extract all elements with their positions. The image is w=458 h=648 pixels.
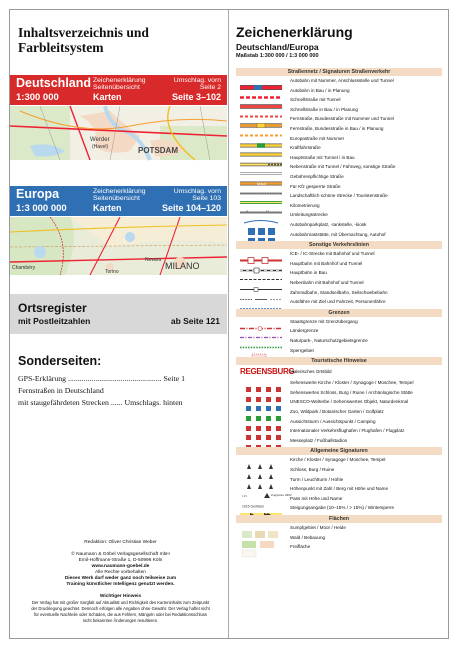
legend-symbol: [240, 174, 282, 187]
legend-symbol: [240, 544, 282, 551]
europa-col2: [93, 188, 146, 202]
legend-row: [236, 221, 442, 230]
legend-row-label: Autobahn in Bau / in Planung: [290, 87, 350, 93]
legend-row: [236, 77, 442, 86]
legend-row-label: Landschaftlich schöne Strecke / Touristenstraße: [290, 193, 388, 199]
deutschland-map-preview: [10, 106, 227, 160]
europa-map-svg: [10, 217, 227, 275]
europa-col3-line1: Umschlag. vorn: [173, 188, 221, 195]
deutschland-scale: 1:300 000: [16, 92, 59, 103]
svg-text:Maut: Maut: [257, 181, 266, 187]
legend-row-label: Autobahn mit Nummer, Anschlussstelle und Tunnel: [290, 78, 394, 83]
legend-subtitle: Deutschland/Europa: [236, 42, 319, 52]
page: [9, 9, 449, 639]
legend-symbol: [240, 319, 282, 326]
sonderseiten-line-stau[interactable]: mit staugefährdeten Strecken ...... Umschlags. hinten: [18, 398, 183, 407]
legend-symbol: [240, 126, 282, 133]
legend-row: [236, 543, 442, 552]
deutschland-col2: [93, 77, 146, 91]
legend-row-label: Zoo, Wildpark / Botanischer Garten / Golfplatz: [290, 409, 384, 414]
svg-text:Zugspitze 2963: Zugspitze 2963: [271, 493, 292, 498]
europa-col3-bottom: Seite 104–120: [161, 203, 221, 213]
legend-row-label: Aussichtsturm / Aussichtspunkt / Camping: [290, 418, 376, 424]
legend-row: [236, 154, 442, 163]
legend-row: [236, 202, 442, 211]
ortsregister-page: ab Seite 121: [170, 316, 220, 326]
legend-row: [236, 504, 442, 513]
toc-title-line1: Inhaltsverzeichnis und: [18, 25, 149, 40]
legend-row: [236, 347, 442, 356]
legend-row: [236, 250, 442, 259]
legend-section-heading: Allgemeine Signaturen: [236, 447, 442, 455]
europa-col3: [174, 188, 221, 202]
legend-symbol: [240, 299, 282, 306]
imprint-publisher: © Naumann & Göbel Verlagsgesellschaft mbH: [71, 552, 170, 557]
legend-row-label: Autofähre mit Ziel und Fahrzeit, Personenfähre: [290, 299, 386, 305]
legend-row: [236, 418, 442, 427]
deutschland-col3-bottom: Seite 3–102: [171, 92, 221, 102]
legend-row: [236, 534, 442, 543]
legend-symbol: [240, 419, 282, 426]
legend-symbol: [240, 212, 282, 219]
legend-row: [236, 135, 442, 144]
legend-row: [236, 476, 442, 485]
legend-row: [236, 456, 442, 465]
legend-symbol: [240, 535, 282, 542]
legend-row: [236, 163, 442, 172]
legend-row: [236, 144, 442, 153]
legend-row-label: Pass mit Höhe und Name: [290, 495, 343, 501]
legend-row-label: Autobahnraststätte, mit Übernachtung, Autohof: [290, 231, 386, 237]
legend-row: [236, 87, 442, 96]
legend-section-heading: Touristische Hinweise: [236, 357, 442, 365]
legend-row-label: Höhenpunkt mit Zahl / Berg mit Höhe und Name: [290, 486, 389, 492]
map1-label-potsdam: POTSDAM: [138, 146, 178, 155]
legend-row: [236, 398, 442, 407]
svg-text:4: 4: [246, 208, 248, 213]
legend-symbol: [240, 457, 282, 464]
legend-row: [236, 208, 442, 220]
legend-row: [236, 289, 442, 298]
europa-map-preview: [10, 217, 227, 275]
imprint-redaktion: Redaktion: Oliver Christian Weber: [84, 540, 157, 545]
legend-row: [236, 379, 442, 388]
legend-symbol: [240, 428, 282, 435]
legend-row-label: Turm / Leuchtturm / Höhle: [290, 476, 344, 482]
legend-row-label: Nebenstraße mit Tunnel / Fahrweg, sonstige Straße: [290, 164, 396, 170]
map1-label-havel: (Havel): [92, 144, 109, 150]
deutschland-col3-line1: Umschlag. vorn: [173, 77, 221, 84]
map2-label-torino: Torino: [105, 269, 119, 275]
legend-symbol: [240, 390, 282, 397]
deutschland-name: Deutschland: [16, 76, 92, 90]
legend-row-label: Staatsgrenze mit Grenzübergang: [290, 318, 358, 324]
europa-col3-line2: Seite 103: [192, 195, 221, 202]
legend-row-label: Für Kfz gesperrte Straße: [290, 183, 341, 189]
legend-symbol: [240, 155, 282, 162]
legend-section-heading: Grenzen: [236, 309, 442, 317]
imprint-notice1: Dieses Werk darf weder ganz noch teilweise zum: [64, 576, 177, 581]
legend-row: [236, 337, 442, 346]
legend-symbol: [240, 270, 282, 277]
map1-label-werder: Werder: [90, 137, 110, 143]
imprint-notice2: Training künstlicher Intelligenz genutzt werden.: [66, 582, 175, 587]
toc-title-line2: Farbleitsystem: [18, 40, 104, 55]
legend-row-label: Kraftfahrstraße: [290, 145, 321, 151]
legend-row-label: Sehenswerte Kirche / Kloster / Synagoge / Moschee, Tempel: [290, 380, 414, 386]
legend-row-label: Sehenswertes Schloss, Burg / Ruine / Archäologische Stätte: [290, 389, 413, 395]
legend-symbol: [240, 232, 282, 239]
legend-row: [236, 389, 442, 398]
legend-row-label: Autobahnparkplatz, -tankstelle, -kiosk: [290, 222, 367, 227]
europa-col2-line2: Seitenübersicht: [93, 195, 140, 202]
legend-row-label: Hauptstraße mit Tunnel / in Bau: [290, 154, 355, 160]
legend-row: [236, 437, 442, 446]
legend-row: [236, 279, 442, 288]
imprint-web[interactable]: www.naumann-goebel.de: [91, 564, 150, 569]
deutschland-col3-line2: Seite 2: [199, 84, 221, 91]
legend-symbol: [240, 409, 282, 416]
legend-row-label: Schloss, Burg / Ruine: [290, 467, 335, 472]
imprint-hint-heading: Wichtiger Hinweis: [99, 594, 142, 599]
imprint-hint4: nicht bekannten Änderungen resultieren.: [82, 618, 159, 623]
legend-symbol: [240, 88, 282, 95]
ortsregister-box[interactable]: [10, 294, 227, 334]
legend-row: [236, 115, 442, 124]
legend-row-label: Freifläche: [290, 544, 311, 550]
europa-col2-line1: Zeichenerklärung: [93, 188, 146, 195]
imprint-hint3: für eventuelle Nachteile oder Schäden, die aus Fehlern, Mängeln oder bei Redaktionsschluss: [34, 612, 207, 617]
imprint-hint2: der Drucklegung geachtet. Dennoch erfolgen alle Angaben ohne Gewähr. Der Verlag haftet nicht: [31, 606, 210, 611]
legend-symbol: [240, 184, 282, 191]
legend-section-heading: Straßennetz / Signaturen Straßenverkehr: [236, 68, 442, 76]
europa-name: Europa: [16, 187, 60, 201]
map2-label-novara: Novara: [145, 257, 162, 263]
toc-title: [18, 25, 223, 55]
deutschland-col2-bottom: Karten: [93, 92, 122, 102]
legend-row: [236, 125, 442, 134]
legend-row: [236, 466, 442, 475]
legend-row: [236, 327, 442, 336]
regensburg-sample: REGENSBURG: [240, 367, 295, 377]
legend-row-label: Kilometrierung: [290, 202, 320, 208]
legend-row-label: Steigungsangabe (10–15% / > 15%) / Wintersperre: [290, 505, 395, 511]
legend-symbol: [240, 251, 282, 258]
deutschland-col2-line2: Seitenübersicht: [93, 84, 140, 91]
legend-row-label: Nebenbahn mit Bahnhof und Tunnel: [290, 280, 364, 285]
legend-symbol: [240, 116, 282, 123]
legend-row-label: Umleitungsstrecke: [290, 212, 328, 218]
legend-scale: Maßstab 1:300 000 / 1:3 000 000: [236, 53, 319, 59]
svg-text:115: 115: [242, 494, 247, 499]
legend-symbol: [240, 467, 282, 474]
legend-row-label: Sumpfgebiet / Moor / Heide: [290, 525, 346, 530]
legend-row-label: UNESCO-Welterbe / Sehenswertes Objekt, Naturdenkmal: [290, 399, 409, 405]
sonderseiten-line-fernstrassen: Fernstraßen in Deutschland: [18, 386, 104, 395]
deutschland-col3: [174, 77, 221, 91]
legend-symbol: [240, 78, 282, 85]
legend-row-label: Zahnradbahn, Standseilbahn, Seilschwebebahn: [290, 289, 388, 295]
legend-symbol: [240, 477, 282, 484]
deutschland-band[interactable]: [10, 75, 227, 105]
legend-symbol: [240, 280, 282, 287]
europa-scale: 1:3 000 000: [16, 203, 67, 214]
map2-label-milano: MILANO: [165, 261, 200, 271]
legend-row-label: Sperrgebiet: [290, 347, 314, 353]
legend-symbol: [240, 438, 282, 445]
legend-symbol: [240, 496, 282, 509]
legend-symbol: [240, 136, 282, 143]
legend-symbol: [240, 328, 282, 335]
legend-symbol: [240, 97, 282, 104]
legend-row: [236, 260, 442, 269]
legend-symbol: [240, 380, 282, 387]
legend-row: [236, 106, 442, 115]
legend-row-label: Fernstraße, Bundesstraße mit Nummer und Tunnel: [290, 116, 394, 122]
legend-row-label: Internationaler Verkehrsflughafen / Flughafen / Flugplatz: [290, 428, 405, 434]
legend-row-label: Wald / Bebauung: [290, 534, 326, 540]
legend-symbol: [240, 164, 282, 171]
legend-symbol: [240, 290, 282, 297]
legend-symbol: [240, 525, 282, 532]
legend-row: [236, 408, 442, 417]
legend-row-label: Messeplatz / Fußballstadion: [290, 437, 348, 443]
legend-row: [236, 231, 442, 240]
legend-row: [236, 366, 442, 378]
legend-row: [236, 96, 442, 105]
europa-band[interactable]: [10, 186, 227, 216]
legend-row: [236, 318, 442, 327]
legend-row-label: Naturpark-, Naturschutzgebietsgrenze: [290, 338, 368, 343]
legend-symbol: [240, 505, 282, 512]
map2-label-chambery: Chambéry: [12, 265, 36, 271]
imprint-hint1: Der Verlag hat mit großer Sorgfalt auf Aktualität und Richtigkeit des Karteninhalts zum Zeitpunkt: [31, 600, 210, 605]
legend-row-label: Hauptbahn mit Bahnhof und Tunnel: [290, 260, 363, 266]
legend-row-label: Hauptbahn in Bau: [290, 270, 327, 276]
legend-row-label: ICE- / IC-Strecke mit Bahnhof und Tunnel: [290, 251, 375, 257]
legend-row-label: Ländergrenze: [290, 328, 319, 334]
legend-symbol: [240, 222, 282, 229]
europa-col2-bottom: Karten: [93, 203, 122, 213]
legend-row: [236, 298, 442, 307]
imprint-address: Emil-Hoffmann-Straße 1, D-50996 Köln: [78, 558, 163, 563]
legend-row-label: Kirche / Kloster / Synagoge / Moschee, Tempel: [290, 457, 386, 463]
legend-row-label: Schnellstraße in Bau / in Planung: [290, 106, 358, 112]
ortsregister-subtitle: mit Postleitzahlen: [18, 316, 91, 326]
deutschland-map-svg: [10, 106, 227, 160]
legend-row-label: Europastraße mit Nummer: [290, 135, 345, 141]
legend-symbol: [240, 486, 292, 499]
ortsregister-title: Ortsregister: [18, 301, 87, 315]
svg-text:1015 Gerlitzen: 1015 Gerlitzen: [242, 504, 265, 509]
legend-symbol: [240, 348, 282, 355]
legend-symbol: [240, 145, 282, 152]
deutschland-col2-line1: Zeichenerklärung: [93, 77, 146, 84]
legend-symbol: [240, 338, 282, 345]
legend-row: [236, 427, 442, 436]
legend-row: [236, 269, 442, 278]
legend-symbol: [240, 107, 282, 114]
legend-row-label: Malerisches Ortsbild: [290, 369, 332, 375]
sonderseiten-line-gps[interactable]: GPS-Erklärung ................................................ Seite 1: [18, 374, 185, 383]
legend-symbol: [240, 203, 282, 213]
legend-symbol: [240, 193, 282, 200]
legend-section-heading: Flächen: [236, 515, 442, 523]
legend-row: [236, 192, 442, 201]
legend-row: [236, 183, 442, 192]
legend-row-label: Fernstraße, Bundesstraße in Bau / in Planung: [290, 126, 384, 131]
column-divider: [228, 10, 229, 638]
legend-row: [236, 524, 442, 533]
legend-symbol: [240, 399, 282, 406]
legend-row-label: Gebührenpflichtige Straße: [290, 174, 344, 179]
legend-title: Zeichenerklärung: [236, 24, 353, 40]
svg-text:12: 12: [266, 208, 269, 213]
sonderseiten-heading: Sonderseiten:: [18, 354, 102, 368]
legend-symbol: [240, 261, 282, 268]
legend-row-label: Schnellstraße mit Tunnel: [290, 97, 341, 103]
imprint-rights: Alle Rechte vorbehalten: [95, 570, 146, 575]
legend-section-heading: Sonstige Verkehrslinien: [236, 241, 442, 249]
